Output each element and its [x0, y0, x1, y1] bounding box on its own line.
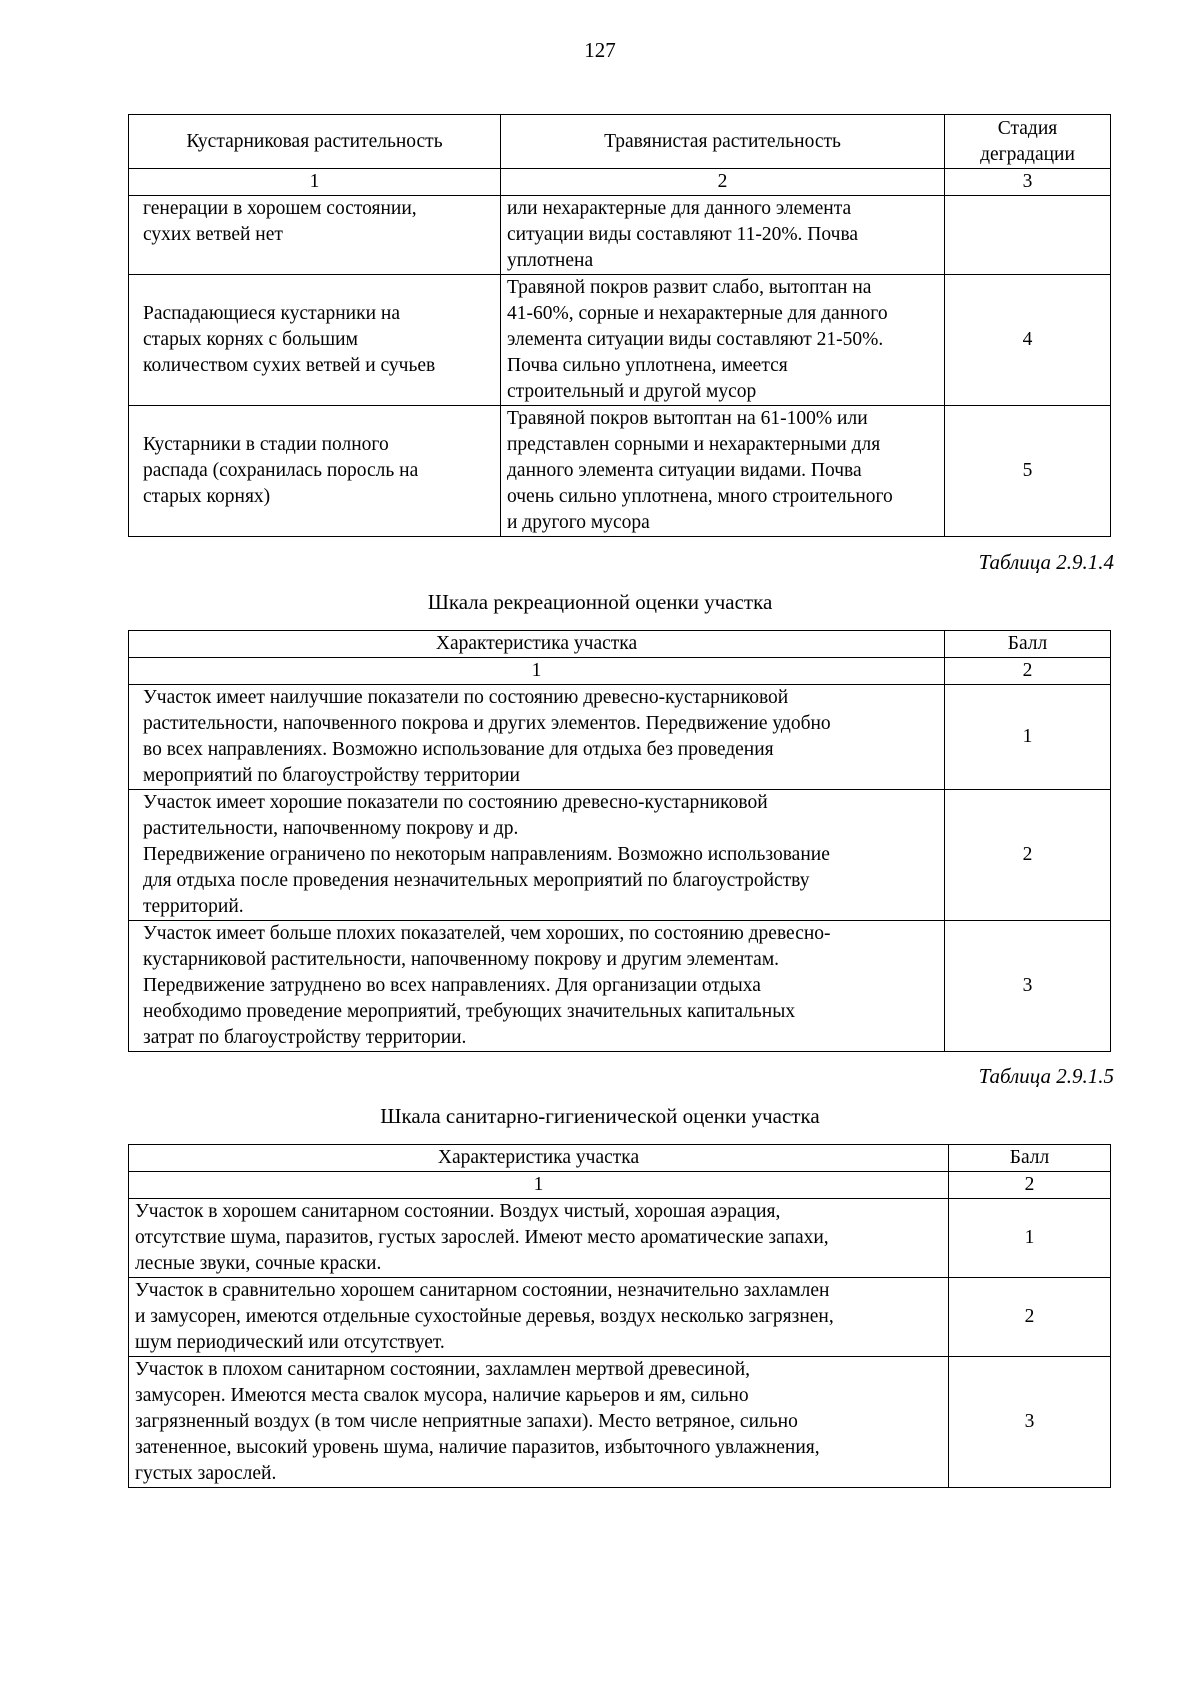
- score-cell: 2: [949, 1278, 1111, 1357]
- shrub-cell: Распадающиеся кустарники на старых корнях с большим количеством сухих ветвей и сучьев: [129, 275, 501, 406]
- table-label: Таблица 2.9.1.4: [978, 550, 1114, 574]
- table-row: [129, 1357, 1111, 1488]
- table-title: Шкала рекреационной оценки участка: [427, 590, 773, 614]
- table-title: Шкала санитарно-гигиенической оценки участка: [380, 1104, 820, 1128]
- grass-cell: Травяной покров вытоптан на 61-100% или представлен сорными и нехарактерными для данного элемента ситуации видами. Почва очень сильно уплотнена, много строительного и другого мусора: [501, 406, 945, 537]
- characteristic-cell: Участок имеет хорошие показатели по состоянию древесно-кустарниковой растительности, напочвенному покрову и др. Передвижение ограничено по некоторым направлениям. Возможно использование для отдыха после проведения незначительных мероприятий по благоустройству территорий.: [129, 790, 945, 921]
- recreational-score-table: [128, 630, 1111, 1052]
- score-cell: 2: [945, 790, 1111, 921]
- characteristic-cell: Участок в сравнительно хорошем санитарном состоянии, незначительно захламлен и замусорен, имеются отдельные сухостойные деревья, воздух несколько загрязнен, шум периодический или отсутствует.: [129, 1278, 949, 1357]
- column-header-characteristic: Характеристика участка: [129, 1145, 949, 1172]
- table-row: [129, 1278, 1111, 1357]
- characteristic-cell: Участок имеет больше плохих показателей, чем хороших, по состоянию древесно- кустарниковой растительности, напочвенному покрову и другим элементам. Передвижение затруднено во всех направлениях. Для организации отдыха необходимо проведение мероприятий, требующих значительных капитальных затрат по благоустройству территории.: [129, 921, 945, 1052]
- shrub-cell: Кустарники в стадии полного распада (сохранилась поросль на старых корнях): [129, 406, 501, 537]
- column-number: 1: [129, 658, 945, 685]
- column-number-row: [129, 658, 1111, 685]
- table-row: [129, 921, 1111, 1052]
- column-number-row: [129, 169, 1111, 196]
- column-header-score: Балл: [949, 1145, 1111, 1172]
- table-row: [129, 406, 1111, 537]
- table-row: [129, 1199, 1111, 1278]
- sanitary-score-table: [128, 1144, 1111, 1488]
- grass-cell: или нехарактерные для данного элемента ситуации виды составляют 11-20%. Почва уплотнена: [501, 196, 945, 275]
- table-row: [129, 685, 1111, 790]
- table-header-row: [129, 115, 1111, 169]
- column-header-shrub: Кустарниковая растительность: [129, 115, 501, 169]
- column-number: 2: [501, 169, 945, 196]
- table-row: [129, 275, 1111, 406]
- column-number: 1: [129, 1172, 949, 1199]
- column-header-stage: Стадия деградации: [945, 115, 1111, 169]
- vegetation-degradation-table: [128, 114, 1111, 537]
- score-cell: 3: [949, 1357, 1111, 1488]
- stage-cell: [945, 196, 1111, 275]
- page-number: 127: [584, 38, 616, 62]
- column-header-characteristic: Характеристика участка: [129, 631, 945, 658]
- column-header-grass: Травянистая растительность: [501, 115, 945, 169]
- table-header-row: [129, 631, 1111, 658]
- stage-cell: 4: [945, 275, 1111, 406]
- stage-cell: 5: [945, 406, 1111, 537]
- column-number-row: [129, 1172, 1111, 1199]
- table-header-row: [129, 1145, 1111, 1172]
- column-header-score: Балл: [945, 631, 1111, 658]
- column-number: 2: [945, 658, 1111, 685]
- shrub-cell: генерации в хорошем состоянии, сухих ветвей нет: [129, 196, 501, 275]
- table-row: [129, 790, 1111, 921]
- grass-cell: Травяной покров развит слабо, вытоптан на 41-60%, сорные и нехарактерные для данного элемента ситуации виды составляют 21-50%. Почва сильно уплотнена, имеется строительный и другой мусор: [501, 275, 945, 406]
- column-number: 1: [129, 169, 501, 196]
- column-number: 3: [945, 169, 1111, 196]
- score-cell: 1: [949, 1199, 1111, 1278]
- characteristic-cell: Участок имеет наилучшие показатели по состоянию древесно-кустарниковой растительности, напочвенного покрова и других элементов. Передвижение удобно во всех направлениях. Возможно использование для отдыха без проведения мероприятий по благоустройству территории: [129, 685, 945, 790]
- table-label: Таблица 2.9.1.5: [978, 1064, 1114, 1088]
- characteristic-cell: Участок в плохом санитарном состоянии, захламлен мертвой древесиной, замусорен. Имеются места свалок мусора, наличие карьеров и ям, сильно загрязненный воздух (в том числе неприятные запахи). Место ветряное, сильно затененное, высокий уровень шума, наличие паразитов, избыточного увлажнения, густых зарослей.: [129, 1357, 949, 1488]
- characteristic-cell: Участок в хорошем санитарном состоянии. Воздух чистый, хорошая аэрация, отсутствие шума, паразитов, густых зарослей. Имеют место ароматические запахи, лесные звуки, сочные краски.: [129, 1199, 949, 1278]
- column-number: 2: [949, 1172, 1111, 1199]
- score-cell: 1: [945, 685, 1111, 790]
- score-cell: 3: [945, 921, 1111, 1052]
- table-row: [129, 196, 1111, 275]
